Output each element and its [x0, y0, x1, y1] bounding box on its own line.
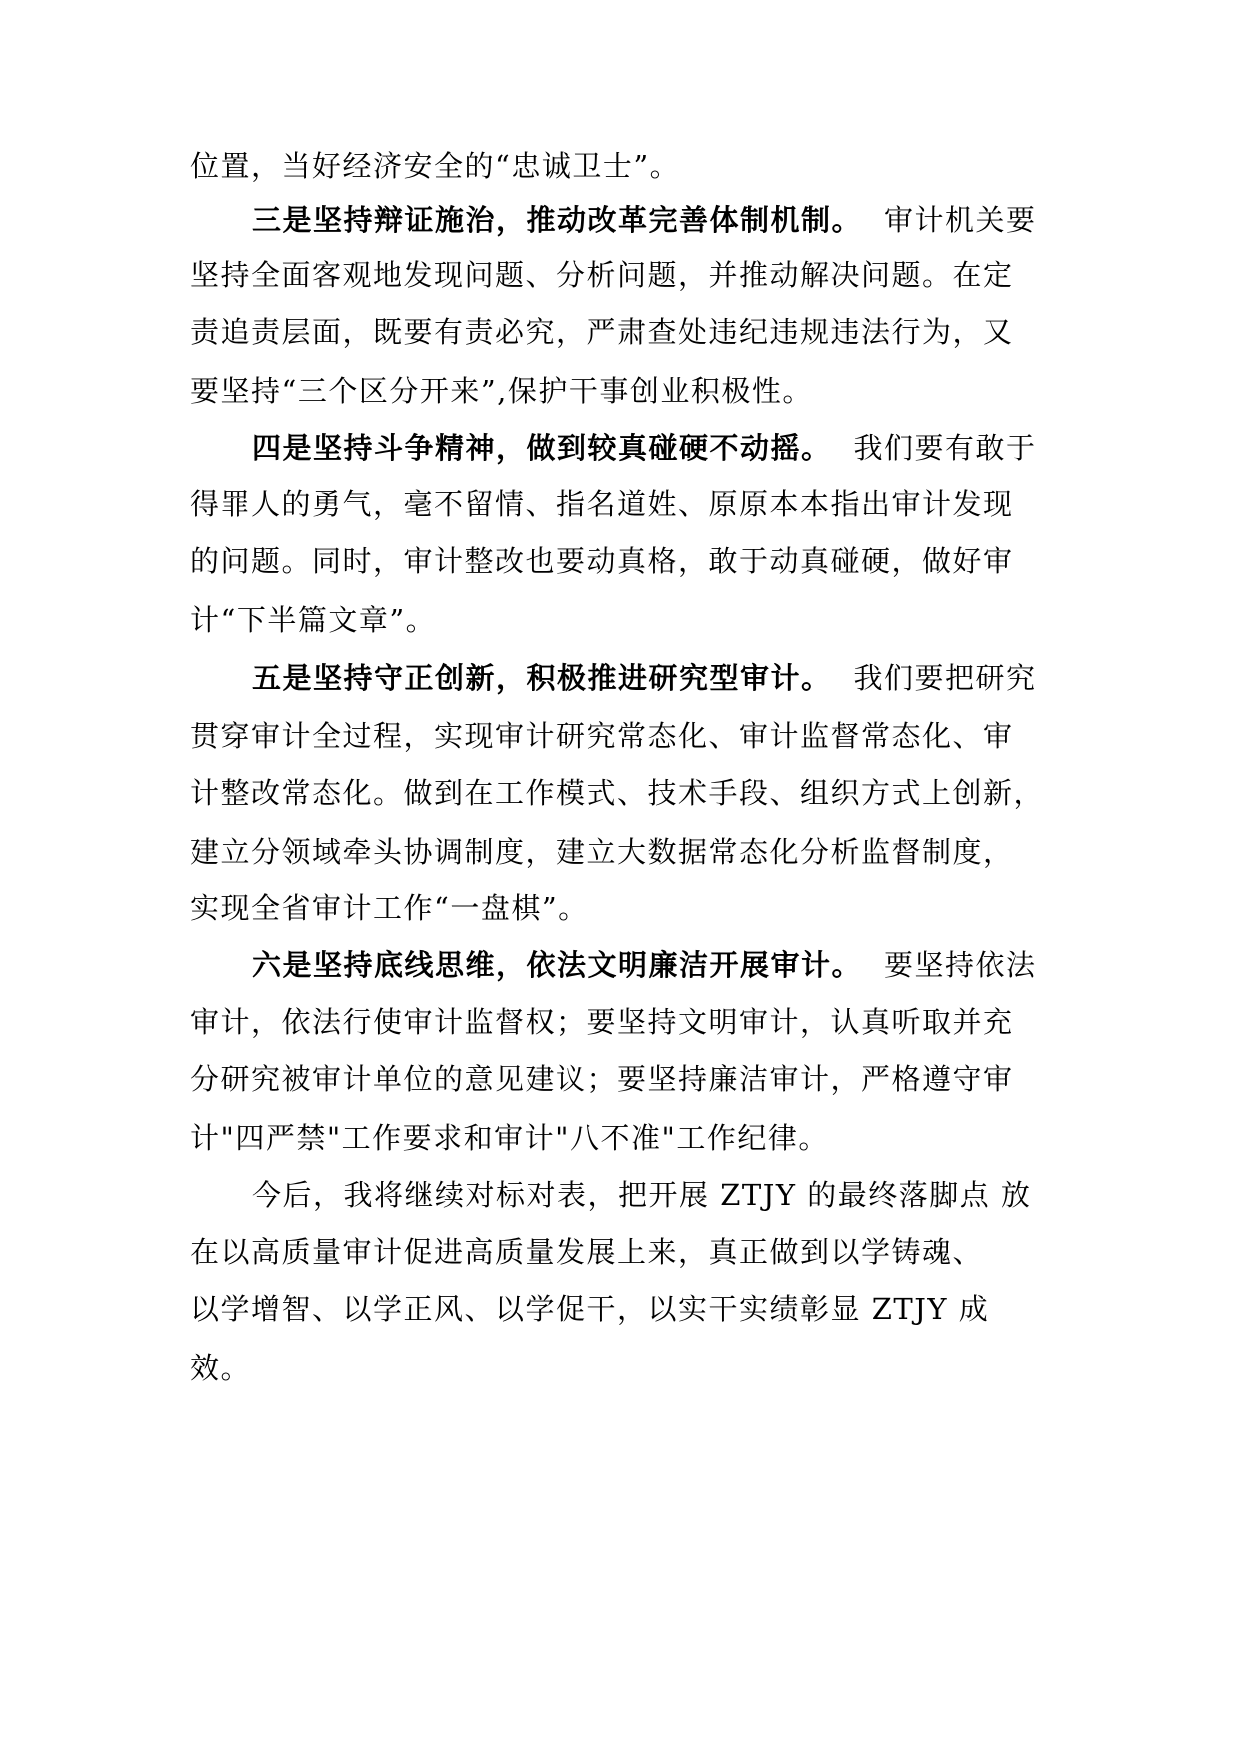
paragraph-line: 在以高质量审计促进高质量发展上来，真正做到以学铸魂、	[190, 1235, 984, 1269]
section-5-heading: 五是坚持守正创新，积极推进研究型审计。	[252, 661, 832, 695]
paragraph-line: 得罪人的勇气，毫不留情、指名道姓、原原本本指出审计发现	[190, 487, 1014, 521]
paragraph-line: 建立分领域牵头协调制度，建立大数据常态化分析监督制度，	[190, 835, 1014, 869]
section-3-first-line	[252, 200, 1037, 240]
paragraph-line: 的问题。同时，审计整改也要动真格，敢于动真碰硬，做好审	[190, 544, 1014, 578]
paragraph-line: 分研究被审计单位的意见建议；要坚持廉洁审计，严格遵守审	[190, 1062, 1014, 1096]
paragraph-line: 计"四严禁"工作要求和审计"八不准"工作纪律。	[190, 1121, 829, 1155]
paragraph-line: 实现全省审计工作“一盘棋”。	[190, 891, 589, 925]
section-5-first-line	[252, 658, 1037, 698]
paragraph-line: 以学增智、以学正风、以学促干，以实干实绩彰显 ZTJY 成	[190, 1292, 990, 1326]
section-3-lead-text: 审计机关要	[884, 203, 1037, 237]
section-6-heading: 六是坚持底线思维，依法文明廉洁开展审计。	[252, 948, 863, 982]
paragraph-line: 坚持全面客观地发现问题、分析问题，并推动解决问题。在定	[190, 258, 1014, 292]
section-4-heading: 四是坚持斗争精神，做到较真碰硬不动摇。	[252, 431, 832, 465]
section-3-heading: 三是坚持辩证施治，推动改革完善体制机制。	[252, 203, 863, 237]
section-6-lead-text: 要坚持依法	[884, 948, 1037, 982]
paragraph-line: 效。	[190, 1351, 252, 1385]
section-4-first-line	[252, 428, 1037, 468]
intro-line: 位置，当好经济安全的“忠诚卫士”。	[190, 149, 681, 183]
section-5-lead-text: 我们要把研究	[853, 661, 1037, 695]
paragraph-line: 计“下半篇文章”。	[190, 603, 437, 637]
paragraph-line: 计整改常态化。做到在工作模式、技术手段、组织方式上创新，	[190, 776, 1045, 810]
section-4-lead-text: 我们要有敢于	[853, 431, 1037, 465]
paragraph-line: 责追责层面，既要有责必究，严肃查处违纪违规违法行为，又	[190, 315, 1014, 349]
paragraph-line: 贯穿审计全过程，实现审计研究常态化、审计监督常态化、审	[190, 719, 1014, 753]
section-6-first-line	[252, 945, 1037, 985]
closing-first-line: 今后，我将继续对标对表，把开展 ZTJY 的最终落脚点 放	[252, 1178, 1032, 1212]
paragraph-line: 审计，依法行使审计监督权；要坚持文明审计，认真听取并充	[190, 1005, 1014, 1039]
paragraph-line: 要坚持“三个区分开来”,保护干事创业积极性。	[190, 374, 813, 408]
